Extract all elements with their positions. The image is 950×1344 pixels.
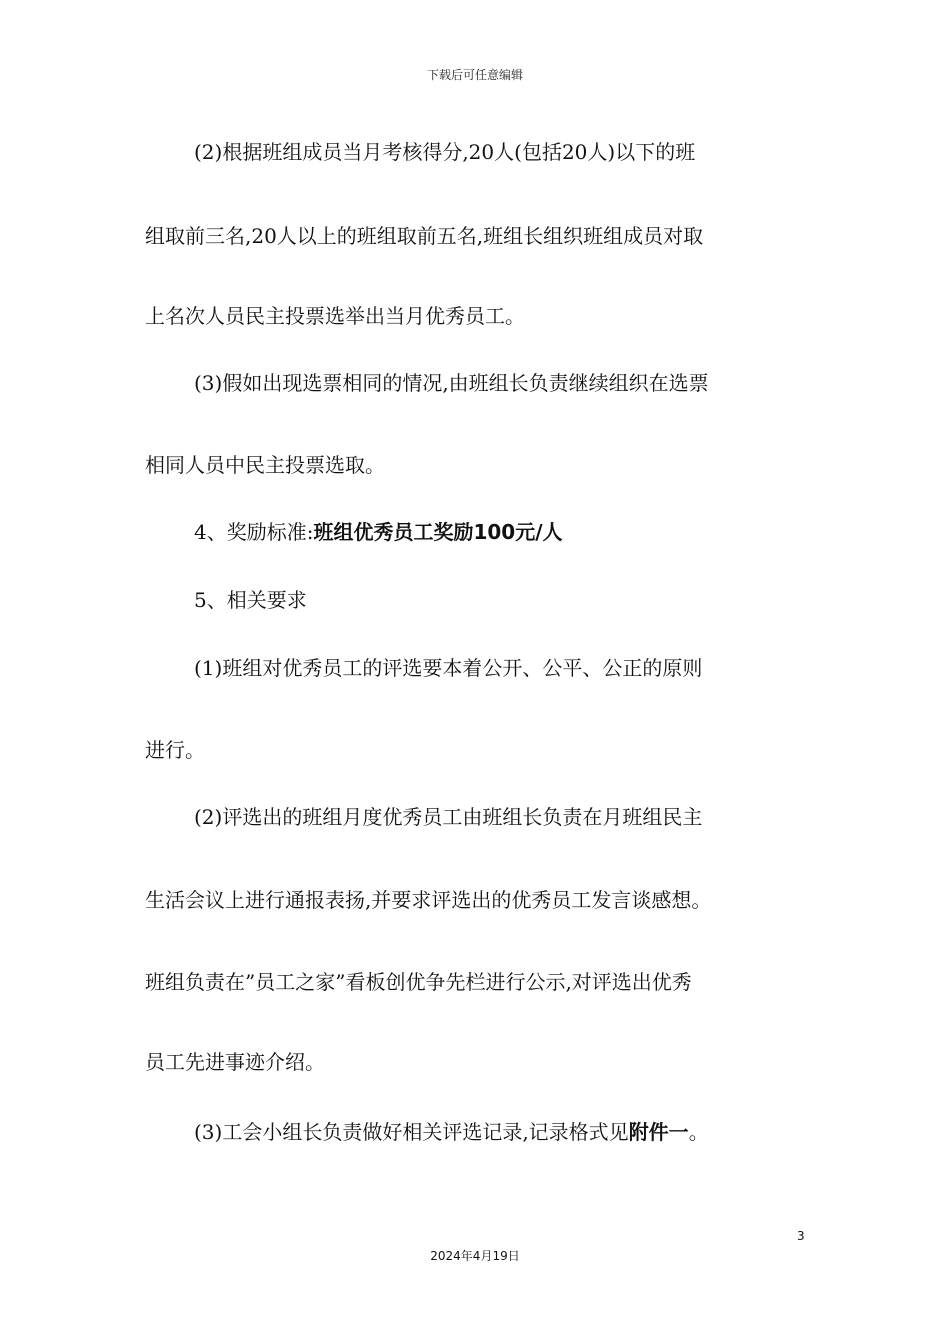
reward-standard-line [194,518,874,546]
paragraph-line: 组取前三名,20人以上的班组取前五名,班组长组织班组成员对取 [145,224,704,248]
record-line [194,1118,874,1146]
paragraph-line: (2)根据班组成员当月考核得分,20人(包括20人)以下的班 [194,140,696,164]
reward-standard-value: 班组优秀员工奖励100元/人 [313,520,563,544]
record-period: 。 [688,1120,709,1144]
paragraph-line: 生活会议上进行通报表扬,并要求评选出的优秀员工发言谈感想。 [145,888,712,912]
paragraph-line: 进行。 [145,738,205,762]
page-header: 下载后可任意编辑 [426,68,523,82]
paragraph-line: 班组负责在”员工之家”看板创优争先栏进行公示,对评选出优秀 [145,970,692,994]
footer-date: 2024年4月19日 [430,1249,520,1263]
record-text: (3)工会小组长负责做好相关评选记录,记录格式见 [194,1120,629,1144]
paragraph-line: 上名次人员民主投票选举出当月优秀员工。 [145,304,525,328]
paragraph-line: 员工先进事迹介绍。 [145,1050,325,1074]
attachment-reference: 附件一 [628,1120,689,1144]
page-number: 3 [797,1229,805,1243]
section-heading: 5、相关要求 [194,588,307,612]
paragraph-line: (2)评选出的班组月度优秀员工由班组长负责在月班组民主 [194,805,703,829]
reward-standard-label: 4、奖励标准: [194,520,314,544]
paragraph-line: (1)班组对优秀员工的评选要本着公开、公平、公正的原则 [194,656,703,680]
paragraph-line: (3)假如出现选票相同的情况,由班组长负责继续组织在选票 [194,371,709,395]
paragraph-line: 相同人员中民主投票选取。 [145,453,385,477]
